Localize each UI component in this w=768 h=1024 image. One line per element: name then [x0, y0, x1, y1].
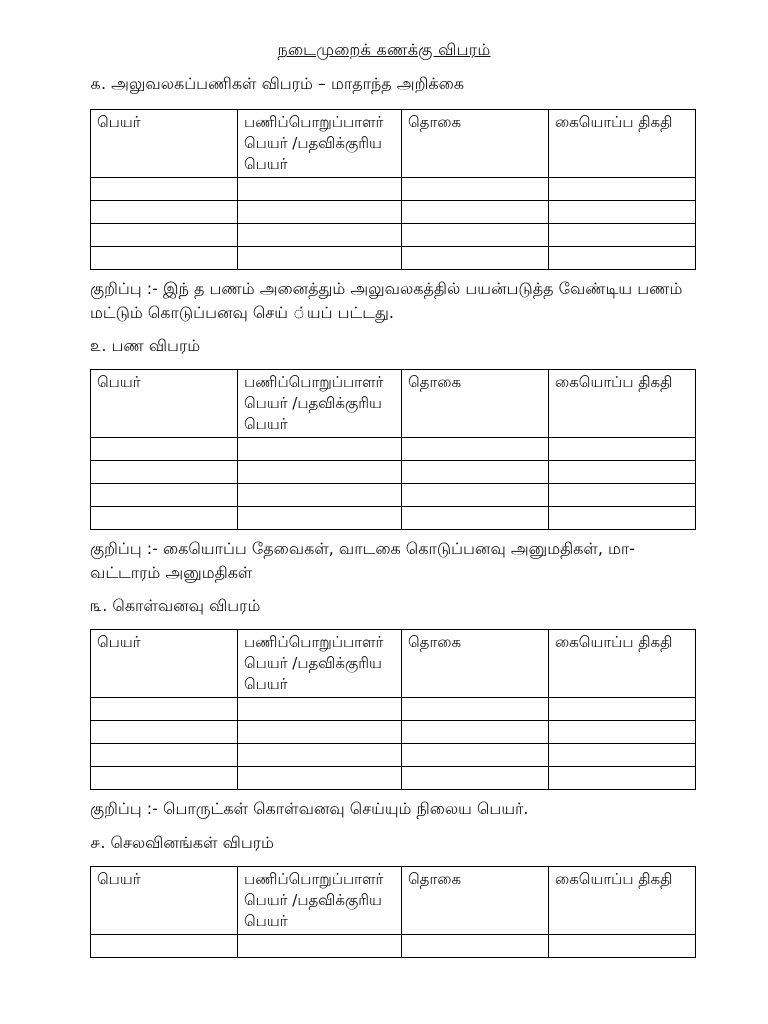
table-cell[interactable]	[549, 461, 696, 484]
table-cell[interactable]	[238, 507, 402, 530]
section-heading-4: ௪. செலவினங்கள் விபரம்	[90, 833, 274, 852]
header-cell-amount: தொகை	[402, 110, 549, 178]
table-cell[interactable]	[402, 935, 549, 958]
table-row	[91, 224, 696, 247]
table-cell[interactable]	[91, 744, 238, 767]
table-cell[interactable]	[238, 438, 402, 461]
header-cell-amount: தொகை	[402, 867, 549, 935]
table-cell[interactable]	[238, 247, 402, 270]
table-cell[interactable]	[238, 935, 402, 958]
table-cell[interactable]	[402, 507, 549, 530]
table-cell[interactable]	[549, 698, 696, 721]
header-cell-amount: தொகை	[402, 370, 549, 438]
table-cell[interactable]	[238, 698, 402, 721]
table-cell[interactable]	[238, 178, 402, 201]
header-cell-amount: தொகை	[402, 630, 549, 698]
table-cell[interactable]	[402, 461, 549, 484]
table-cell[interactable]	[91, 698, 238, 721]
header-cell-name: பெயர்	[91, 630, 238, 698]
table-header-row	[91, 370, 696, 438]
table-cell[interactable]	[238, 721, 402, 744]
table-cell[interactable]	[91, 224, 238, 247]
header-cell-officer: பணிப்பொறுப்பாளர் பெயர் /பதவிக்குரிய பெயர்	[238, 867, 402, 935]
table-cell[interactable]	[402, 744, 549, 767]
table-cell[interactable]	[238, 224, 402, 247]
table-row	[91, 507, 696, 530]
table-cell[interactable]	[402, 484, 549, 507]
header-cell-name: பெயர்	[91, 867, 238, 935]
table-cell[interactable]	[549, 178, 696, 201]
table-row	[91, 767, 696, 790]
table-cell[interactable]	[91, 461, 238, 484]
table-row	[91, 201, 696, 224]
section-heading-2: ௨. பண விபரம்	[90, 336, 201, 355]
table-cell[interactable]	[402, 767, 549, 790]
table-row	[91, 461, 696, 484]
table-cell[interactable]	[91, 438, 238, 461]
table-cell[interactable]	[238, 744, 402, 767]
header-cell-signature-date: கையொப்ப திகதி	[549, 630, 696, 698]
header-cell-name: பெயர்	[91, 370, 238, 438]
table-cell[interactable]	[549, 484, 696, 507]
table-cell[interactable]	[91, 247, 238, 270]
record-table-3	[90, 629, 696, 790]
header-cell-signature-date: கையொப்ப திகதி	[549, 867, 696, 935]
table-cell[interactable]	[549, 721, 696, 744]
table-cell[interactable]	[549, 744, 696, 767]
table-cell[interactable]	[238, 484, 402, 507]
table-cell[interactable]	[238, 461, 402, 484]
table-row	[91, 721, 696, 744]
table-cell[interactable]	[549, 767, 696, 790]
table-cell[interactable]	[549, 247, 696, 270]
section-note-3: குறிப்பு :- பொருட்கள் கொள்வனவு செய்யும் நிலைய பெயர்.	[90, 799, 529, 818]
section-heading-3: ௩. கொள்வனவு விபரம்	[90, 596, 261, 615]
table-row	[91, 178, 696, 201]
table-cell[interactable]	[91, 484, 238, 507]
page-title: நடைமுறைக் கணக்கு விபரம்	[277, 40, 491, 59]
table-cell[interactable]	[549, 935, 696, 958]
table-header-row	[91, 867, 696, 935]
record-table-4	[90, 866, 696, 958]
record-table-2	[90, 369, 696, 530]
table-cell[interactable]	[91, 178, 238, 201]
table-row	[91, 438, 696, 461]
table-cell[interactable]	[238, 767, 402, 790]
header-cell-name: பெயர்	[91, 110, 238, 178]
table-cell[interactable]	[91, 935, 238, 958]
table-cell[interactable]	[238, 201, 402, 224]
table-cell[interactable]	[402, 201, 549, 224]
header-cell-signature-date: கையொப்ப திகதி	[549, 110, 696, 178]
section-note-2: குறிப்பு :- கையொப்ப தேவைகள், வாடகை கொடுப்பனவு அனுமதிகள், மா-வட்டாரம் அனுமதிகள்	[90, 539, 636, 582]
table-header-row	[91, 110, 696, 178]
table-row	[91, 484, 696, 507]
table-cell[interactable]	[91, 201, 238, 224]
header-cell-officer: பணிப்பொறுப்பாளர் பெயர் /பதவிக்குரிய பெயர்	[238, 110, 402, 178]
table-cell[interactable]	[402, 247, 549, 270]
table-header-row	[91, 630, 696, 698]
table-cell[interactable]	[402, 438, 549, 461]
header-cell-officer: பணிப்பொறுப்பாளர் பெயர் /பதவிக்குரிய பெயர்	[238, 370, 402, 438]
table-cell[interactable]	[549, 507, 696, 530]
table-cell[interactable]	[402, 178, 549, 201]
table-cell[interactable]	[91, 767, 238, 790]
table-row	[91, 744, 696, 767]
table-cell[interactable]	[402, 224, 549, 247]
section-heading-1: ௧. அலுவலகப்பணிகள் விபரம் – மாதாந்த அறிக்கை	[90, 74, 464, 93]
table-cell[interactable]	[402, 698, 549, 721]
record-table-1	[90, 109, 696, 270]
table-cell[interactable]	[91, 721, 238, 744]
table-row	[91, 935, 696, 958]
table-cell[interactable]	[549, 438, 696, 461]
table-row	[91, 698, 696, 721]
header-cell-signature-date: கையொப்ப திகதி	[549, 370, 696, 438]
table-cell[interactable]	[549, 201, 696, 224]
table-cell[interactable]	[402, 721, 549, 744]
table-cell[interactable]	[91, 507, 238, 530]
table-row	[91, 247, 696, 270]
section-note-1: குறிப்பு :- இந் த பணம் அனைத்தும் அலுவலகத்தில் பயன்படுத்த வேண்டிய பணம் மட்டும் கொடுப்பனவு செய் ்யப் பட்டது.	[90, 279, 683, 322]
table-cell[interactable]	[549, 224, 696, 247]
header-cell-officer: பணிப்பொறுப்பாளர் பெயர் /பதவிக்குரிய பெயர்	[238, 630, 402, 698]
